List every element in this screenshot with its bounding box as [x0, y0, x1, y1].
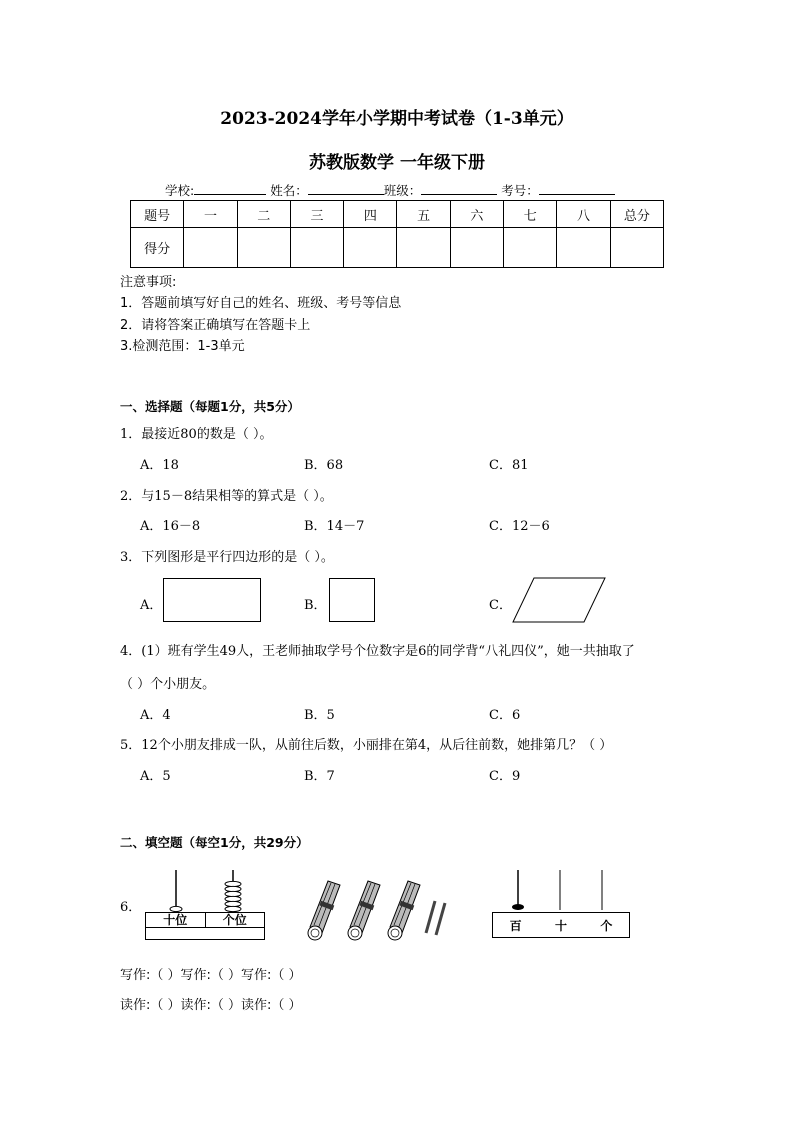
score-cell: 七 — [504, 201, 557, 228]
school-blank[interactable] — [194, 182, 266, 195]
score-input-cell[interactable] — [450, 228, 503, 268]
score-cell: 八 — [557, 201, 610, 228]
q4-option-c[interactable]: C．6 — [489, 708, 521, 723]
score-cell: 一 — [184, 201, 237, 228]
place-label-ones: 个 — [600, 918, 613, 933]
question-4-cont: （ ）个小朋友。 — [120, 677, 216, 692]
score-input-cell[interactable] — [397, 228, 450, 268]
score-input-cell[interactable] — [344, 228, 397, 268]
question-1: 1．最接近80的数是（ ）。 — [120, 427, 273, 442]
square-shape — [329, 578, 375, 622]
single-stick-icon — [426, 901, 435, 933]
stick-bundle-icon — [348, 881, 380, 940]
q1-option-b[interactable]: B．68 — [304, 458, 344, 473]
place-label-tens: 十位 — [146, 913, 206, 928]
exam-title: 2023-2024学年小学期中考试卷（1-3单元） — [220, 109, 574, 129]
score-row-label: 得分 — [131, 228, 184, 268]
place-label-ones: 个位 — [206, 913, 265, 928]
section2-heading: 二、填空题（每空1分，共29分） — [120, 835, 309, 850]
q3-option-a[interactable]: A． — [140, 598, 163, 613]
q2-option-c[interactable]: C．12－6 — [489, 519, 550, 534]
note-item: 3.检测范围：1-3单元 — [120, 339, 245, 354]
q5-option-c[interactable]: C．9 — [489, 769, 521, 784]
score-cell: 五 — [397, 201, 450, 228]
question-2: 2．与15－8结果相等的算式是（ ）。 — [120, 489, 333, 504]
score-input-cell[interactable] — [504, 228, 557, 268]
single-stick-icon — [436, 903, 445, 935]
name-blank[interactable] — [308, 182, 384, 195]
score-table-header-row — [131, 201, 664, 228]
read-row[interactable]: 读作:（ ）读作:（ ）读作:（ ） — [120, 998, 302, 1013]
q1-option-c[interactable]: C．81 — [489, 458, 529, 473]
abacus-base — [492, 912, 630, 938]
score-table-score-row — [131, 228, 664, 268]
q3-option-b[interactable]: B． — [304, 598, 327, 613]
note-item: 2．请将答案正确填写在答题卡上 — [120, 318, 311, 333]
score-cell: 三 — [290, 201, 343, 228]
class-blank[interactable] — [421, 182, 497, 195]
rectangle-shape — [163, 578, 261, 622]
abacus-three-digit — [490, 866, 630, 942]
exam-subtitle: 苏教版数学 一年级下册 — [309, 153, 485, 173]
exam-no-blank[interactable] — [539, 182, 615, 195]
q2-option-b[interactable]: B．14－7 — [304, 519, 365, 534]
score-table — [130, 200, 664, 268]
score-cell: 六 — [450, 201, 503, 228]
question-6-label: 6． — [120, 900, 142, 915]
parallelogram-shape — [512, 576, 608, 624]
q1-option-a[interactable]: A．18 — [140, 458, 179, 473]
question-5: 5．12个小朋友排成一队，从前往后数，小丽排在第4，从后往前数，她排第几？（ ） — [120, 738, 613, 753]
score-cell: 二 — [237, 201, 290, 228]
student-info-line — [165, 181, 615, 199]
score-input-cell[interactable] — [290, 228, 343, 268]
score-input-cell[interactable] — [184, 228, 237, 268]
q5-option-a[interactable]: A．5 — [140, 769, 171, 784]
abacus-two-digit — [145, 868, 265, 942]
write-row[interactable]: 写作:（ ）写作:（ ）写作:（ ） — [120, 968, 302, 983]
question-3: 3．下列图形是平行四边形的是（ ）。 — [120, 550, 334, 565]
score-input-cell[interactable] — [557, 228, 610, 268]
notes-heading: 注意事项: — [120, 275, 177, 290]
score-cell: 题号 — [131, 201, 184, 228]
q3-option-c[interactable]: C． — [489, 598, 512, 613]
section1-heading: 一、选择题（每题1分，共5分） — [120, 399, 300, 414]
abacus-rods-icon — [490, 866, 630, 912]
abacus-base — [145, 912, 265, 940]
score-input-cell[interactable] — [610, 228, 663, 268]
school-label: 学校: — [165, 183, 195, 198]
place-label-hundreds: 百 — [509, 918, 522, 933]
score-cell: 总分 — [610, 201, 663, 228]
name-label: 姓名： — [270, 183, 308, 198]
score-cell: 四 — [344, 201, 397, 228]
question-4: 4．(1）班有学生49人，王老师抽取学号个位数字是6的同学背“八礼四仪”，她一共抽取了 — [120, 644, 635, 659]
note-item: 1．答题前填写好自己的姓名、班级、考号等信息 — [120, 296, 402, 311]
stick-bundles-icon — [300, 875, 460, 945]
q2-option-a[interactable]: A．16－8 — [140, 519, 201, 534]
place-label-tens: 十 — [554, 918, 567, 933]
q5-option-b[interactable]: B．7 — [304, 769, 335, 784]
q4-option-a[interactable]: A．4 — [140, 708, 171, 723]
abacus-rods-icon — [145, 868, 265, 914]
q4-option-b[interactable]: B．5 — [304, 708, 335, 723]
score-input-cell[interactable] — [237, 228, 290, 268]
stick-bundle-icon — [308, 881, 340, 940]
class-label: 班级： — [383, 183, 422, 198]
stick-bundle-icon — [388, 881, 420, 940]
exam-no-label: 考号： — [501, 183, 539, 198]
